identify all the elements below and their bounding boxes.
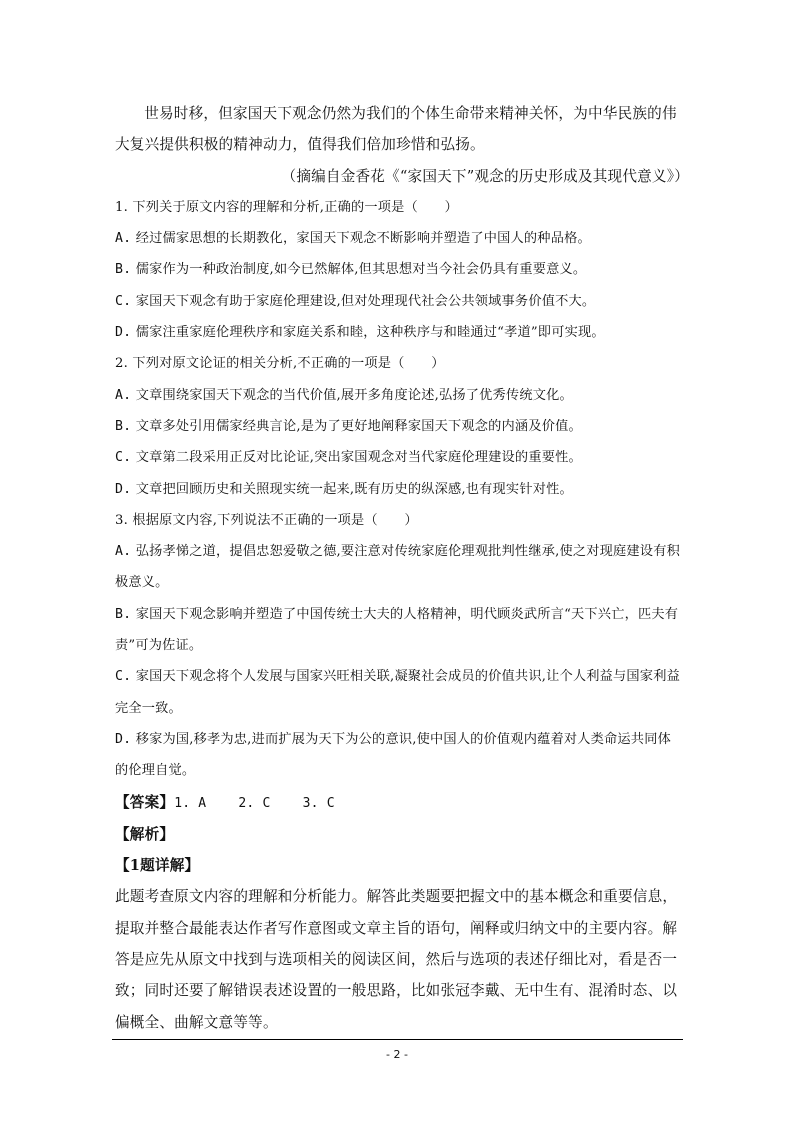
option-text: 经过儒家思想的长期教化，家国天下观念不断影响并塑造了中国人的种品格。 [135, 231, 591, 247]
answer-value: 1. A 2. C 3. C [174, 795, 335, 811]
option-b [115, 254, 683, 285]
option-text: 儒家作为一种政治制度,如今已然解体,但其思想对当今社会仍具有重要意义。 [135, 262, 587, 278]
answer-line [115, 787, 683, 819]
question-stem: 1. 下列关于原文内容的理解和分析,正确的一项是（ ） [115, 199, 459, 215]
option-a [115, 223, 683, 254]
option-label: B. [115, 418, 132, 434]
option-text: 文章围绕家国天下观念的当代价值,展开多角度论述,弘扬了优秀传统文化。 [135, 387, 573, 403]
option-text: 家国天下观念将个人发展与国家兴旺相关联,凝聚社会成员的价值共识,让个人利益与国家利益完全一致。 [115, 669, 680, 716]
option-c [115, 442, 683, 473]
page-number: - 2 - [386, 1048, 408, 1061]
page-content [115, 98, 689, 1038]
option-label: B. [115, 606, 132, 622]
option-text: 移家为国,移孝为忠,进而扩展为天下为公的意识,使中国人的价值观内蕴着对人类命运共同体的伦理自觉。 [115, 731, 671, 779]
option-a [115, 536, 683, 599]
option-text: 儒家注重家庭伦理秩序和家庭关系和睦，这种秩序与和睦通过“孝道”即可实现。 [135, 325, 605, 341]
option-b [115, 411, 683, 442]
option-label: D. [115, 325, 132, 341]
option-a [115, 380, 683, 411]
body-paragraph: 世易时移，但家国天下观念仍然为我们的个体生命带来精神关怀，为中华民族的伟大复兴提供积极的精神动力，值得我们倍加珍惜和弘扬。 [115, 105, 677, 154]
footer-divider [112, 1039, 683, 1040]
question-stem: 2. 下列对原文论证的相关分析,不正确的一项是（ ） [115, 356, 445, 372]
option-text: 家国天下观念有助于家庭伦理建设,但对处理现代社会公共领域事务价值不大。 [135, 293, 596, 309]
option-label: D. [115, 731, 132, 747]
option-c [115, 661, 683, 724]
option-label: D. [115, 481, 132, 497]
option-label: C. [115, 669, 132, 685]
option-label: C. [115, 450, 132, 466]
question-3 [115, 505, 683, 787]
question-2 [115, 348, 683, 504]
option-text: 弘扬孝悌之道，提倡忠恕爱敬之德,要注意对传统家庭伦理观批判性继承,使之对现庭建设有积极意义。 [115, 544, 680, 591]
detail-paragraph: 此题考查原文内容的理解和分析能力。解答此类题要把握文中的基本概念和重要信息，提取并整合最能表达作者写作意图或文章主旨的语句，阐释或归纳文中的主要内容。解答是应先从原文中找到与选项相关的阅读区间，然后与选项的表述仔细比对，看是否一致；同时还要了解错误表述设置的一般思路，比如张冠李戴、无中生有、混淆时态、以偏概全、曲解文意等等。 [115, 888, 678, 1031]
question-stem: 3. 根据原文内容,下列说法不正确的一项是（ ） [115, 512, 418, 528]
option-d [115, 724, 683, 787]
answer-label: 【答案】 [115, 793, 175, 811]
option-label: A. [115, 231, 132, 247]
option-b [115, 599, 683, 662]
option-text: 文章把回顾历史和关照现实统一起来,既有历史的纵深感,也有现实针对性。 [135, 481, 573, 497]
option-d [115, 474, 683, 505]
detail-heading: 【1题详解】 [115, 857, 200, 875]
option-d [115, 317, 683, 348]
option-label: C. [115, 293, 132, 309]
question-1 [115, 192, 683, 348]
option-label: A. [115, 544, 132, 560]
source-citation: （摘编自金香花《“家国天下”观念的历史形成及其现代意义》） [281, 167, 689, 185]
option-text: 家国天下观念影响并塑造了中国传统士大夫的人格精神，明代顾炎武所言“天下兴亡，匹夫有责”可为佐证。 [115, 606, 679, 654]
option-text: 文章多处引用儒家经典言论,是为了更好地阐释家国天下观念的内涵及价值。 [135, 418, 582, 434]
option-c [115, 286, 683, 317]
option-label: A. [115, 387, 132, 403]
analysis-heading: 【解析】 [115, 825, 175, 843]
option-text: 文章第二段采用正反对比论证,突出家国观念对当代家庭伦理建设的重要性。 [135, 450, 582, 466]
option-label: B. [115, 262, 132, 278]
